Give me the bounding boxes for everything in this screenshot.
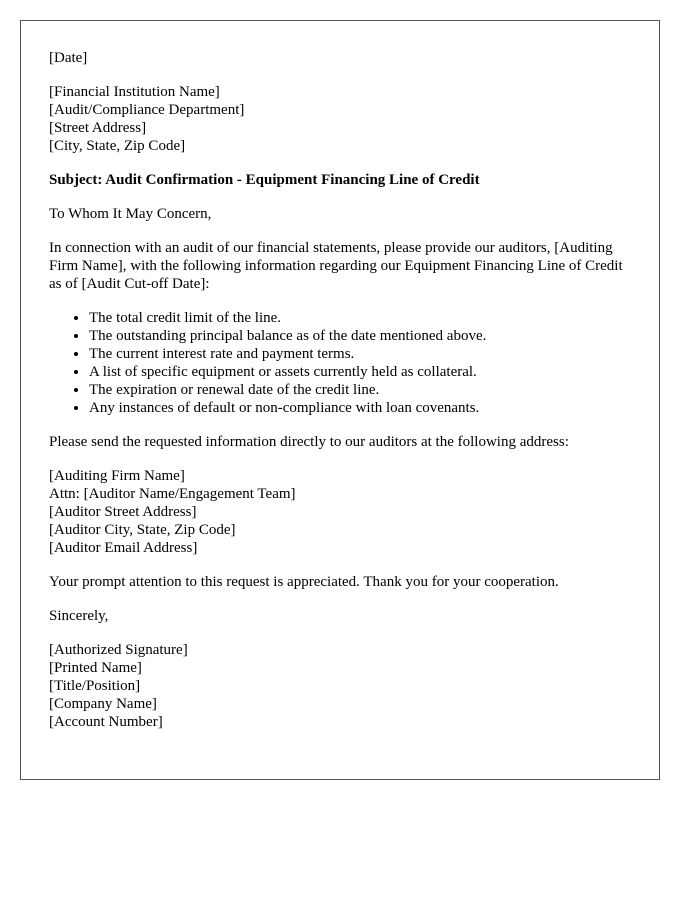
list-item: • The expiration or renewal date of the credit line. xyxy=(89,381,631,399)
recipient-line: [Street Address] xyxy=(49,120,147,136)
signature-line: [Printed Name] xyxy=(49,660,142,676)
list-item: • A list of specific equipment or assets currently held as collateral. xyxy=(89,363,631,381)
signature-line: [Title/Position] xyxy=(49,678,141,694)
closing-remark: Your prompt attention to this request is appreciated. Thank you for your cooperation. xyxy=(49,574,559,590)
letter-page xyxy=(20,20,660,780)
recipient-address xyxy=(49,83,631,155)
send-instruction: Please send the requested information directly to our auditors at the following address: xyxy=(49,434,569,450)
signature-line: [Account Number] xyxy=(49,714,163,730)
salutation: To Whom It May Concern, xyxy=(49,206,212,222)
list-item: • The total credit limit of the line. xyxy=(89,309,631,327)
subject-line: Subject: Audit Confirmation - Equipment Financing Line of Credit xyxy=(49,172,480,188)
intro-paragraph: In connection with an audit of our financial statements, please provide our auditors, [Auditing Firm Name], with the following information regarding our Equipment Financing Line of Credit as of [Audit Cut-off Date]: xyxy=(49,240,623,292)
signature-line: [Authorized Signature] xyxy=(49,642,188,658)
letter-date: [Date] xyxy=(49,50,88,66)
auditor-address-line: [Auditor Street Address] xyxy=(49,504,197,520)
signature-line: [Company Name] xyxy=(49,696,157,712)
auditor-address-line: [Auditing Firm Name] xyxy=(49,468,185,484)
auditor-address-line: [Auditor City, State, Zip Code] xyxy=(49,522,236,538)
sign-off: Sincerely, xyxy=(49,608,109,624)
auditor-address-line: [Auditor Email Address] xyxy=(49,540,198,556)
list-item: • Any instances of default or non-compliance with loan covenants. xyxy=(89,399,631,417)
signature-block xyxy=(49,641,631,731)
recipient-line: [Audit/Compliance Department] xyxy=(49,102,245,118)
recipient-line: [City, State, Zip Code] xyxy=(49,138,186,154)
request-list xyxy=(49,309,631,417)
auditor-address-line: Attn: [Auditor Name/Engagement Team] xyxy=(49,486,296,502)
list-item: • The current interest rate and payment terms. xyxy=(89,345,631,363)
list-item: • The outstanding principal balance as of the date mentioned above. xyxy=(89,327,631,345)
letter-date-block xyxy=(49,49,631,67)
auditor-address xyxy=(49,467,631,557)
recipient-line: [Financial Institution Name] xyxy=(49,84,220,100)
